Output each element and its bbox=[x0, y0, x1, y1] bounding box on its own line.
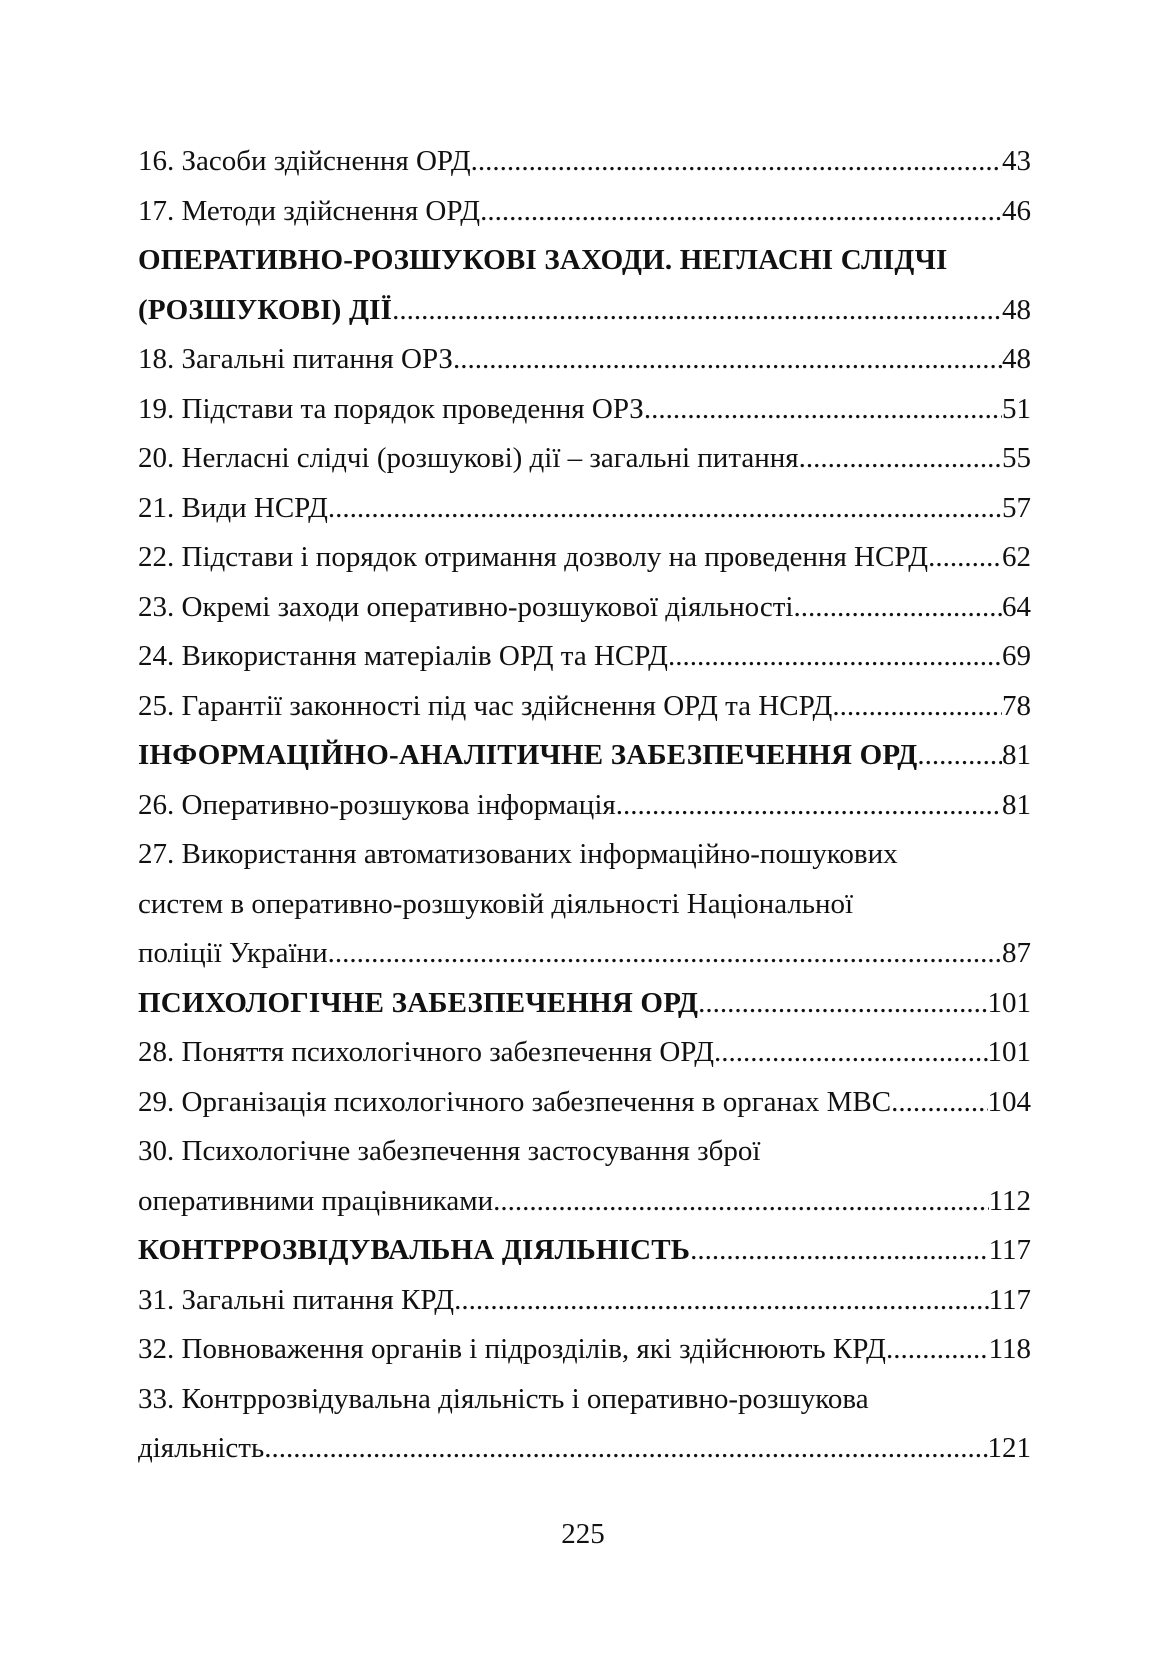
toc-section-title: КОНТРРОЗВІДУВАЛЬНА ДІЯЛЬНІСТЬ bbox=[138, 1234, 691, 1266]
leader-dots bbox=[392, 286, 1002, 336]
toc-entry-page: 117 bbox=[988, 1234, 1031, 1266]
toc-entry-title: діяльність bbox=[138, 1432, 265, 1464]
toc-entry-31 bbox=[138, 1276, 1031, 1326]
toc-entry-title: 24. Використання матеріалів ОРД та НСРД bbox=[138, 640, 668, 672]
leader-dots bbox=[480, 187, 1002, 237]
toc-section-title: ІНФОРМАЦІЙНО-АНАЛІТИЧНЕ ЗАБЕЗПЕЧЕННЯ ОРД bbox=[138, 739, 918, 771]
toc-entry-page: 101 bbox=[987, 1036, 1031, 1068]
leader-dots bbox=[328, 929, 1002, 979]
toc-entry-title: 18. Загальні питання ОРЗ bbox=[138, 343, 453, 375]
leader-dots bbox=[493, 1177, 988, 1227]
table-of-contents bbox=[138, 137, 1031, 1474]
leader-dots bbox=[917, 731, 1002, 781]
toc-entry-page: 81 bbox=[1002, 739, 1031, 771]
toc-entry-19 bbox=[138, 385, 1031, 435]
toc-entry-title: 19. Підстави та порядок проведення ОРЗ bbox=[138, 392, 644, 425]
toc-entry-page: 117 bbox=[988, 1283, 1031, 1316]
toc-entry-18 bbox=[138, 335, 1031, 385]
leader-dots bbox=[328, 484, 1002, 534]
toc-section-heading bbox=[138, 731, 1031, 781]
toc-entry-page: 118 bbox=[988, 1333, 1031, 1365]
toc-entry-page: 87 bbox=[1002, 937, 1031, 969]
toc-entry-page: 78 bbox=[1002, 689, 1031, 722]
toc-entry-page: 112 bbox=[988, 1184, 1031, 1217]
toc-entry-21 bbox=[138, 484, 1031, 534]
toc-entry-page: 64 bbox=[1002, 590, 1031, 623]
toc-entry-27 bbox=[138, 929, 1031, 979]
toc-entry-22 bbox=[138, 533, 1031, 583]
toc-entry-page: 69 bbox=[1002, 640, 1031, 672]
toc-section-heading-line: ОПЕРАТИВНО-РОЗШУКОВІ ЗАХОДИ. НЕГЛАСНІ СЛІДЧІ bbox=[138, 244, 948, 276]
leader-dots bbox=[698, 979, 987, 1029]
toc-entry-title: 16. Засоби здійснення ОРД bbox=[138, 145, 471, 177]
leader-dots bbox=[799, 434, 1002, 484]
leader-dots bbox=[928, 533, 1002, 583]
toc-entry-page: 48 bbox=[1002, 343, 1031, 375]
toc-entry-page: 81 bbox=[1002, 788, 1031, 821]
toc-entry-29 bbox=[138, 1078, 1031, 1128]
toc-entry-27-line: 27. Використання автоматизованих інформаційно-пошукових bbox=[138, 838, 898, 870]
toc-entry-page: 101 bbox=[987, 986, 1031, 1019]
toc-entry-title: 32. Повноваження органів і підрозділів, які здійснюють КРД bbox=[138, 1333, 886, 1365]
toc-entry-title: 22. Підстави і порядок отримання дозволу на проведення НСРД bbox=[138, 541, 929, 573]
toc-entry-26 bbox=[138, 781, 1031, 831]
toc-entry-page: 51 bbox=[1002, 392, 1031, 425]
toc-section-title: (РОЗШУКОВІ) ДІЇ bbox=[138, 293, 393, 326]
toc-entry-title: 21. Види НСРД bbox=[138, 491, 328, 524]
leader-dots bbox=[264, 1424, 987, 1474]
toc-entry-title: 20. Негласні слідчі (розшукові) дії – загальні питання bbox=[138, 442, 799, 474]
toc-entry-page: 46 bbox=[1002, 194, 1031, 227]
toc-entry-27-line: систем в оперативно-розшуковій діяльності Національної bbox=[138, 887, 854, 920]
leader-dots bbox=[454, 1276, 988, 1326]
leader-dots bbox=[714, 1028, 987, 1078]
toc-section-heading bbox=[138, 979, 1031, 1029]
leader-dots bbox=[668, 632, 1002, 682]
toc-entry-title: поліції України bbox=[138, 937, 328, 969]
leader-dots bbox=[891, 1078, 987, 1128]
toc-entry-page: 121 bbox=[987, 1432, 1031, 1464]
leader-dots bbox=[886, 1325, 989, 1375]
toc-section-title: ПСИХОЛОГІЧНЕ ЗАБЕЗПЕЧЕННЯ ОРД bbox=[138, 986, 699, 1019]
toc-entry-32 bbox=[138, 1325, 1031, 1375]
toc-entry-page: 43 bbox=[1002, 145, 1031, 177]
toc-entry-16 bbox=[138, 137, 1031, 187]
leader-dots bbox=[832, 682, 1002, 732]
toc-entry-33-line: 33. Контррозвідувальна діяльність і оперативно-розшукова bbox=[138, 1382, 869, 1415]
toc-entry-30 bbox=[138, 1177, 1031, 1227]
page-number: 225 bbox=[561, 1518, 605, 1550]
toc-entry-title: 29. Організація психологічного забезпечення в органах МВС bbox=[138, 1085, 892, 1118]
leader-dots bbox=[471, 137, 1002, 187]
toc-entry-title: 28. Поняття психологічного забезпечення ОРД bbox=[138, 1036, 715, 1068]
toc-entry-17 bbox=[138, 187, 1031, 237]
toc-entry-title: 26. Оперативно-розшукова інформація bbox=[138, 788, 616, 821]
toc-entry-title: 17. Методи здійснення ОРД bbox=[138, 194, 481, 227]
toc-entry-page: 55 bbox=[1002, 442, 1031, 474]
toc-entry-page: 62 bbox=[1002, 541, 1031, 573]
toc-entry-page: 104 bbox=[987, 1085, 1031, 1118]
leader-dots bbox=[616, 781, 1002, 831]
toc-entry-28 bbox=[138, 1028, 1031, 1078]
leader-dots bbox=[690, 1226, 988, 1276]
toc-entry-24 bbox=[138, 632, 1031, 682]
leader-dots bbox=[793, 583, 1002, 633]
toc-entry-33 bbox=[138, 1424, 1031, 1474]
toc-section-heading bbox=[138, 286, 1031, 336]
toc-entry-title: 25. Гарантії законності під час здійснення ОРД та НСРД bbox=[138, 689, 833, 722]
leader-dots bbox=[453, 335, 1002, 385]
toc-entry-title: 31. Загальні питання КРД bbox=[138, 1283, 455, 1316]
leader-dots bbox=[644, 385, 1002, 435]
toc-entry-23 bbox=[138, 583, 1031, 633]
toc-entry-20 bbox=[138, 434, 1031, 484]
toc-entry-30-line: 30. Психологічне забезпечення застосування зброї bbox=[138, 1135, 761, 1167]
toc-entry-page: 48 bbox=[1002, 293, 1031, 326]
toc-entry-page: 57 bbox=[1002, 491, 1031, 524]
toc-entry-title: оперативними працівниками bbox=[138, 1184, 494, 1217]
toc-entry-title: 23. Окремі заходи оперативно-розшукової діяльності bbox=[138, 590, 794, 623]
toc-entry-25 bbox=[138, 682, 1031, 732]
toc-section-heading bbox=[138, 1226, 1031, 1276]
